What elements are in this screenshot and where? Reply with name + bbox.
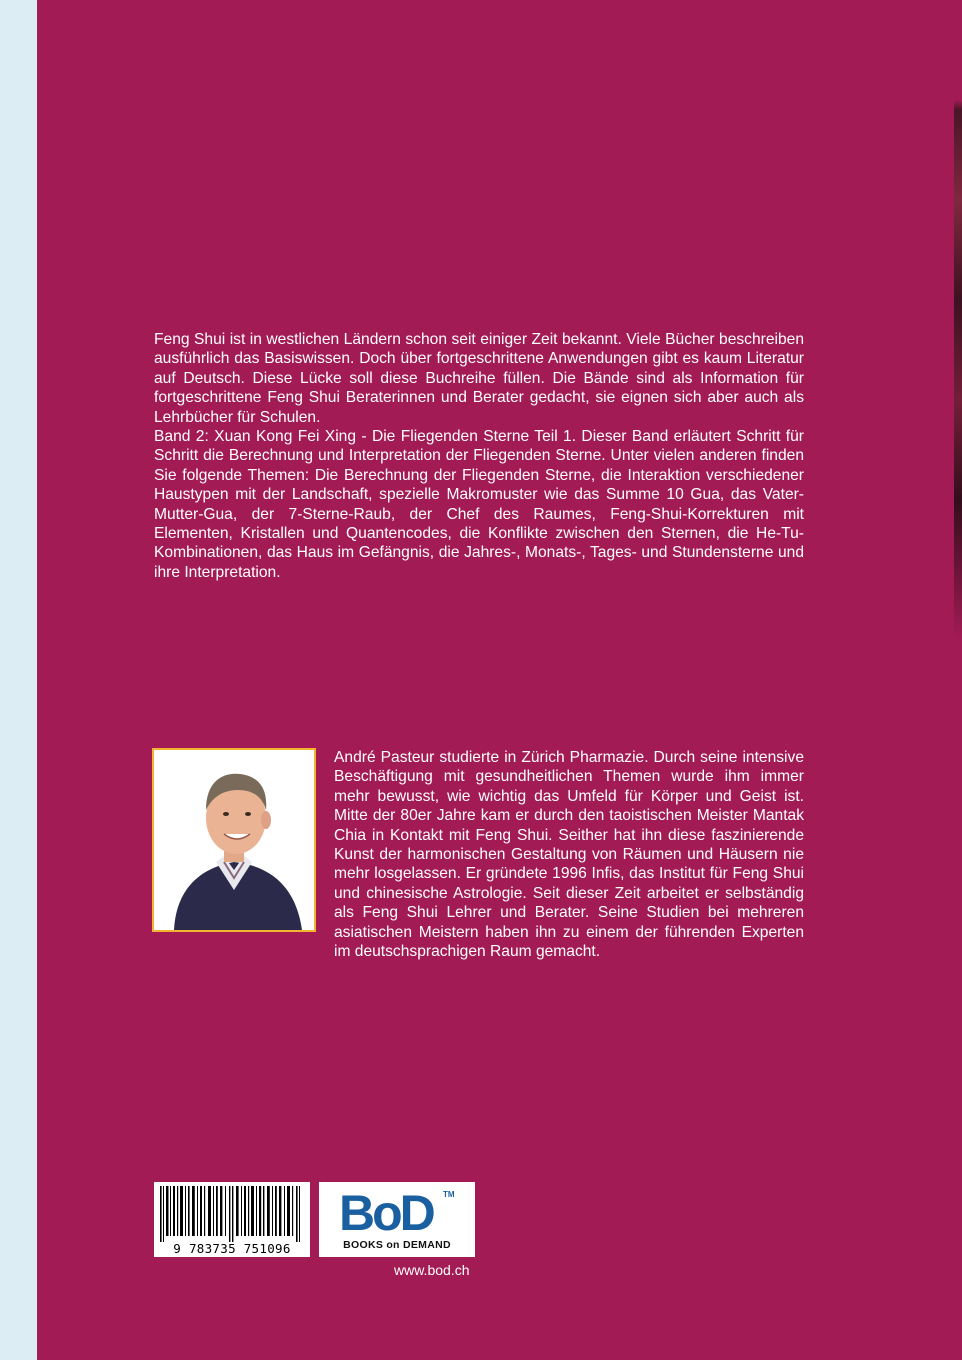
blurb-paragraph-2: Band 2: Xuan Kong Fei Xing - Die Fliegenden Sterne Teil 1. Dieser Band erläutert Schritt für Schritt die Berechnung und Interpretation der Fliegenden Sterne. Unter vielen anderen finden Sie folgende Themen: Die Berechnung der Fliegenden Sterne, die Interaktion verschiedener Haustypen mit der Landschaft, spezielle Makromuster wie das Summe 10 Gua, das Vater-Mutter-Gua, der 7-Sterne-Raub, der Chef des Raumes, Feng-Shui-Korrekturen mit Elementen, Kristallen und Quantencodes, die Konflikte zwischen den Sternen, die He-Tu-Kombinationen, das Haus im Gefängnis, die Jahres-, Monats-, Tages- und Stundensterne und ihre Interpretation. [154, 428, 804, 581]
blurb-paragraph-1: Feng Shui ist in westlichen Ländern schon seit einiger Zeit bekannt. Viele Bücher beschreiben ausführlich das Basiswissen. Doch über fortgeschrittene Anwendungen gibt es kaum Literatur auf Deutsch. Diese Lücke soll diese Buchreihe füllen. Die Bände sind als Information für fortgeschrittene Feng Shui Beraterinnen und Berater gedacht, sie eignen sich aber auch als Lehrbücher für Schulen. [154, 331, 804, 426]
publisher-website: www.bod.ch [394, 1262, 470, 1278]
isbn-barcode [154, 1182, 310, 1257]
isbn-digits: 9 783735 751096 [173, 1241, 291, 1256]
trademark-mark: TM [443, 1190, 455, 1199]
publisher-logo [319, 1182, 475, 1257]
author-bio: André Pasteur studierte in Zürich Pharmazie. Durch seine intensive Beschäftigung mit gesundheitlichen Themen wurde ihm immer mehr bewusst, wie wichtig das Umfeld für Körper und Geist ist. Mitte der 80er Jahre kam er durch den taoistischen Meister Mantak Chia in Kontakt mit Feng Shui. Seither hat ihn diese faszinierende Kunst der harmonischen Gestaltung von Räumen und Häusern nie mehr losgelassen. Er gründete 1996 Infis, das Institut für Feng Shui und chinesische Astrologie. Seit dieser Zeit arbeitet er selbständig als Feng Shui Lehrer und Berater. Seine Studien bei mehreren asiatischen Meistern haben ihn zu einem der führenden Experten im deutschsprachigen Raum gemacht. [334, 749, 804, 961]
book-blurb [154, 330, 804, 582]
cover-edge [954, 0, 962, 1360]
spine-strip [0, 0, 37, 1360]
publisher-tagline: BOOKS on DEMAND [343, 1239, 451, 1251]
barcode-bars [158, 1186, 306, 1242]
bod-logo-text: BoD [339, 1185, 433, 1241]
author-photo [152, 748, 316, 932]
author-portrait-illustration [154, 750, 314, 930]
